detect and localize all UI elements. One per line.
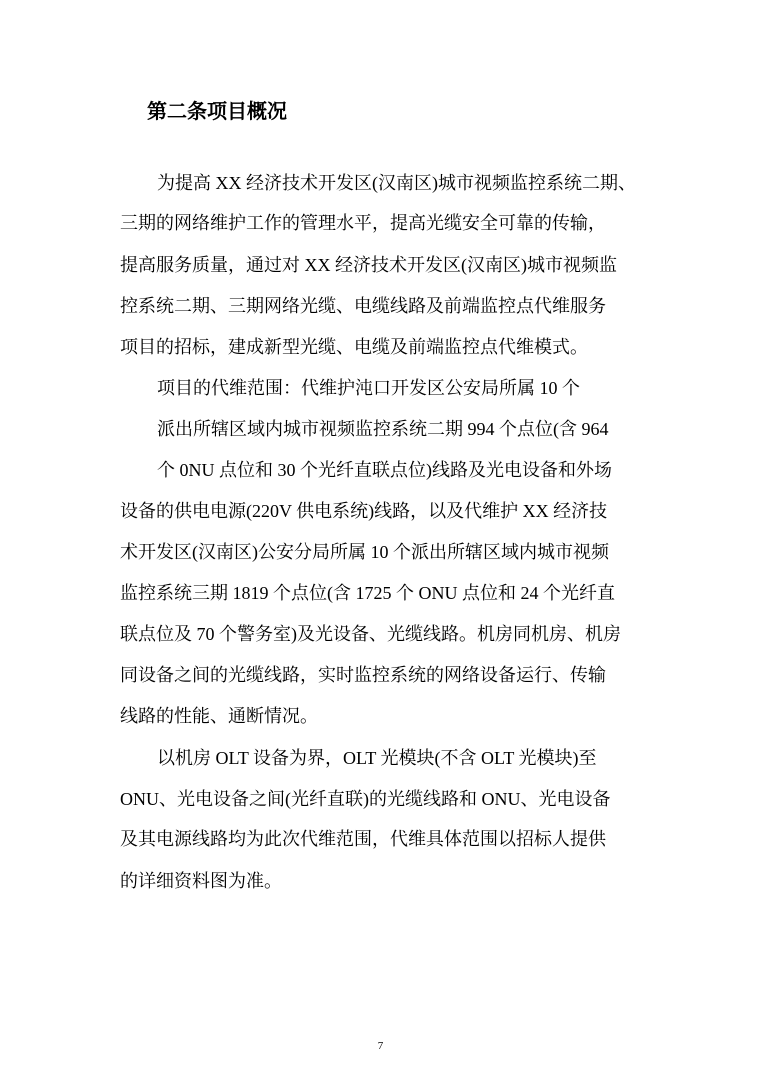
text-line-13: 同设备之间的光缆线路，实时监控系统的网络设备运行、传输 xyxy=(120,665,606,685)
text-line-14: 线路的性能、通断情况。 xyxy=(120,706,318,726)
text-line-9: 设备的供电电源(220V 供电系统)线路，以及代维护 XX 经济技 xyxy=(120,501,608,521)
text-line-12: 联点位及 70 个警务室)及光设备、光缆线路。机房同机房、机房 xyxy=(120,624,621,644)
text-line-5: 项目的招标，建成新型光缆、电缆及前端监控点代维模式。 xyxy=(120,337,588,357)
text-line-7: 派出所辖区域内城市视频监控系统二期 994 个点位(含 964 xyxy=(157,419,609,439)
text-line-16: ONU、光电设备之间(光纤直联)的光缆线路和 ONU、光电设备 xyxy=(120,789,611,809)
text-line-2: 三期的网络维护工作的管理水平，提高光缆安全可靠的传输， xyxy=(120,213,606,233)
text-line-1: 为提高 XX 经济技术开发区(汉南区)城市视频监控系统二期、 xyxy=(157,173,636,193)
text-line-6: 项目的代维范围：代维护沌口开发区公安局所属 10 个 xyxy=(157,378,580,398)
text-line-3: 提高服务质量，通过对 XX 经济技术开发区(汉南区)城市视频监 xyxy=(120,255,617,275)
text-line-15: 以机房 OLT 设备为界，OLT 光模块(不含 OLT 光模块)至 xyxy=(157,748,597,768)
text-line-11: 监控系统三期 1819 个点位(含 1725 个 ONU 点位和 24 个光纤直 xyxy=(120,583,615,603)
page-number: 7 xyxy=(377,1040,384,1052)
text-line-10: 术开发区(汉南区)公安分局所属 10 个派出所辖区域内城市视频 xyxy=(120,542,609,562)
text-line-18: 的详细资料图为准。 xyxy=(120,871,282,891)
text-line-4: 控系统二期、三期网络光缆、电缆线路及前端监控点代维服务 xyxy=(120,296,606,316)
text-line-8: 个 0NU 点位和 30 个光纤直联点位)线路及光电设备和外场 xyxy=(157,460,612,480)
text-line-17: 及其电源线路均为此次代维范围，代维具体范围以招标人提供 xyxy=(120,829,606,849)
section-heading: 第二条项目概况 xyxy=(147,101,287,123)
